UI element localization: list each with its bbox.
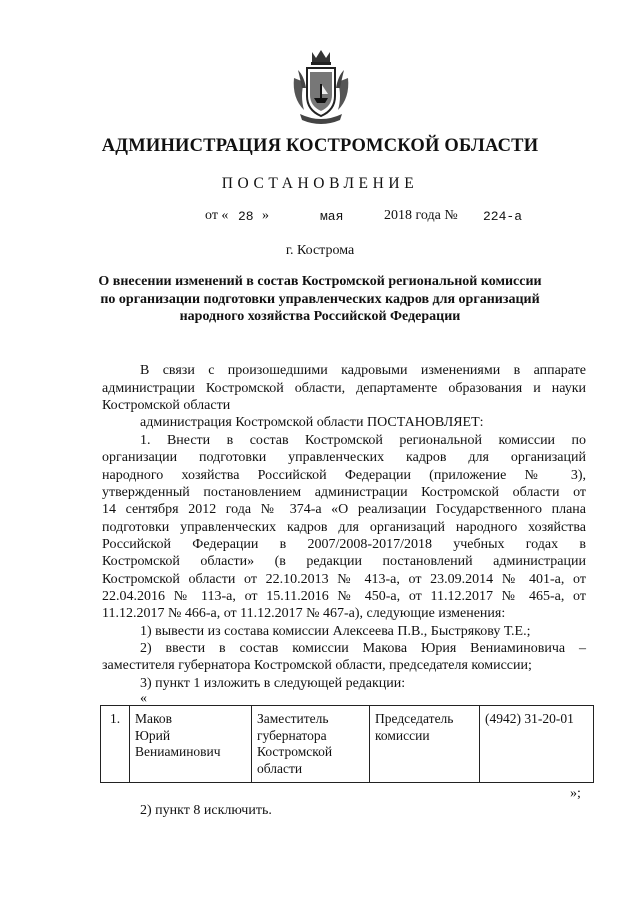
members-table xyxy=(100,705,594,783)
point-line: 11.12.2017 № 466-а, от 11.12.2017 № 467-а), следующие изменения: xyxy=(102,606,506,621)
date-day: 28 xyxy=(238,209,254,224)
subject-line: О внесении изменений в состав Костромской региональной комиссии xyxy=(98,274,542,289)
point-line: народного хозяйства Российской Федерации (приложение № 3), xyxy=(102,468,586,483)
point-line: 14 сентября 2012 года № 374-а «О реализации Государственного плана xyxy=(102,502,586,517)
point-line: утвержденный постановлением администрации Костромской области от xyxy=(102,485,586,500)
document-number: 224-а xyxy=(483,209,523,224)
point-line: 1. Внести в состав Костромской региональной комиссии по xyxy=(140,433,586,448)
date-mid: » xyxy=(262,208,269,223)
point-line: организации подготовки управленческих кадров для организаций xyxy=(102,450,586,465)
member-phone: (4942) 31-20-01 xyxy=(480,706,594,783)
member-role: Председатель комиссии xyxy=(370,706,480,783)
row-number: 1. xyxy=(101,706,130,783)
city: г. Кострома xyxy=(285,243,355,258)
organization-title: АДМИНИСТРАЦИЯ КОСТРОМСКОЙ ОБЛАСТИ xyxy=(101,136,539,156)
member-name: Маков Юрий Вениаминович xyxy=(130,706,252,783)
coat-of-arms-emblem xyxy=(290,48,352,128)
table-row xyxy=(101,706,594,783)
subpoint-2-cont: заместителя губернатора Костромской области, председателя комиссии; xyxy=(102,658,532,673)
document-type: ПОСТАНОВЛЕНИЕ xyxy=(221,175,419,192)
subpoint-last: 2) пункт 8 исключить. xyxy=(140,803,272,818)
quote-open: « xyxy=(140,691,147,706)
quote-close: »; xyxy=(570,786,581,801)
point-line: 22.04.2016 № 113-а, от 15.11.2016 № 450-а, от 11.12.2017 № 465-а, от xyxy=(102,589,586,604)
subpoint-1: 1) вывести из состава комиссии Алексеева П.В., Быстрякову Т.Е.; xyxy=(140,624,531,639)
intro-line: администрации Костромской области, департаменте образования и науки xyxy=(102,381,586,396)
subject-line: народного хозяйства Российской Федерации xyxy=(179,309,461,324)
intro-line: В связи с произошедшими кадровыми изменениями в аппарате xyxy=(140,363,586,378)
point-line: подготовки управленческих кадров для организаций народного хозяйства xyxy=(102,520,586,535)
subpoint-2: 2) ввести в состав комиссии Макова Юрия Вениаминовича – xyxy=(140,641,586,656)
point-line: Российской Федерации в 2007/2008-2017/2018 учебных годах в xyxy=(102,537,586,552)
date-year: 2018 года № xyxy=(384,208,458,223)
intro-line: Костромской области xyxy=(102,398,231,413)
subject-line: по организации подготовки управленческих кадров для организаций xyxy=(100,291,540,307)
subpoint-3: 3) пункт 1 изложить в следующей редакции: xyxy=(140,676,406,691)
point-line: Костромской области от 22.10.2013 № 413-а, от 23.09.2014 № 401-а, от xyxy=(102,572,586,587)
date-month: мая xyxy=(320,209,344,224)
point-line: Костромской области» (в редакции постановлений администрации xyxy=(102,554,586,569)
document-subject xyxy=(95,273,545,326)
member-position: Заместитель губернатора Костромской области xyxy=(252,706,370,783)
date-prefix: от « xyxy=(205,208,229,223)
resolution-line: администрация Костромской области ПОСТАНОВЛЯЕТ: xyxy=(140,415,484,430)
